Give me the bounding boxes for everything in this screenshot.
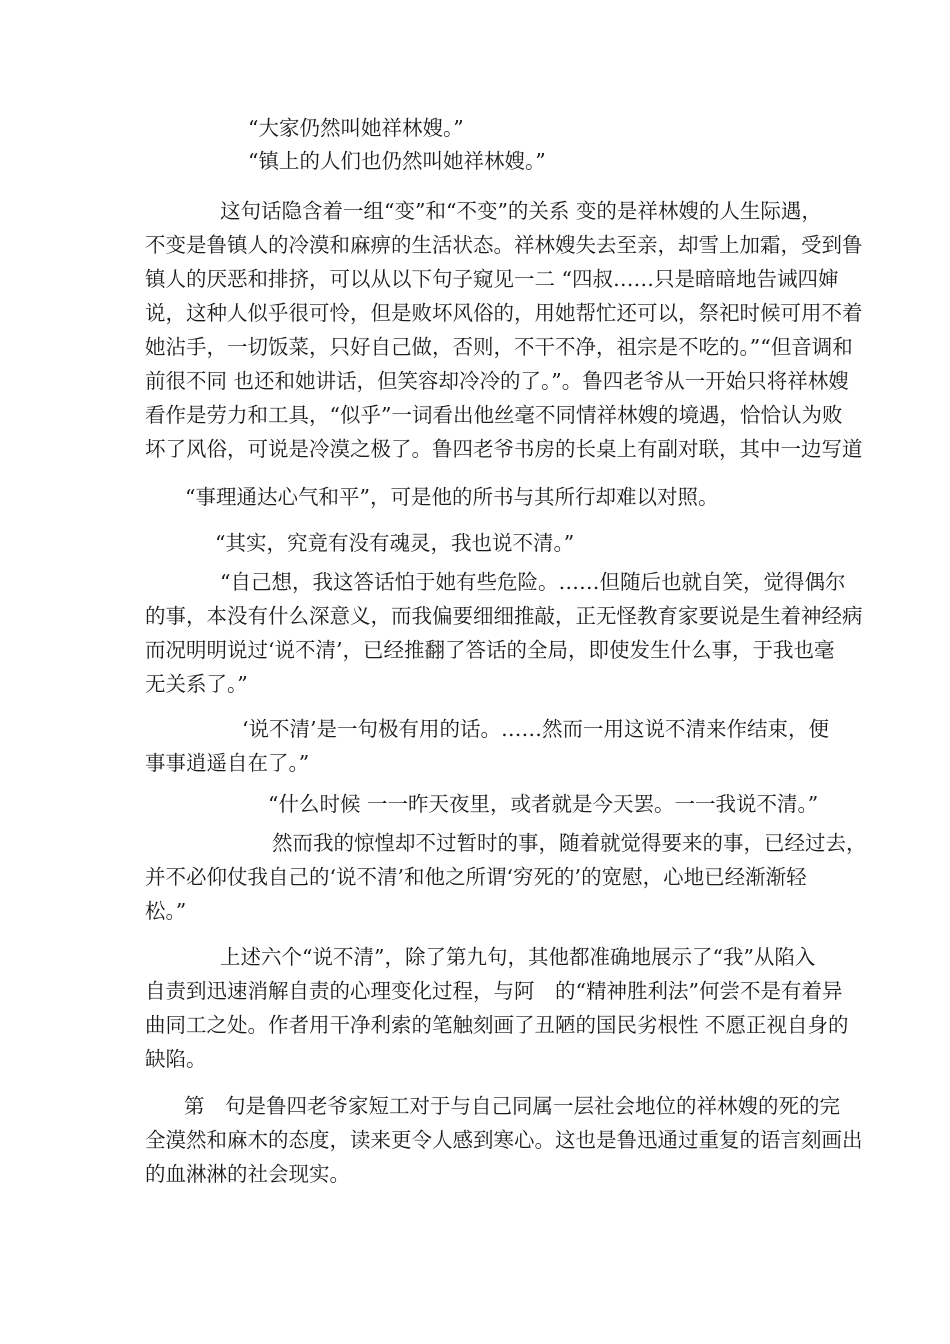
quote-line: 的事，本没有什么深意义，而我偏要细细推敲，正无怪教育家要说是生着神经病: [145, 604, 863, 628]
paragraph-line: 看作是劳力和工具，“似乎”一词看出他丝毫不同情祥林嫂的境遇，恰恰认为败: [145, 403, 843, 427]
quote-line: ‘说不清’是一句极有用的话。……然而一用这说不清来作结束，便: [242, 717, 830, 741]
quote-line: “什么时候 一一昨天夜里，或者就是今天罢。一一我说不清。”: [268, 792, 819, 816]
paragraph-line: 坏了风俗，可说是冷漠之极了。鲁四老爷书房的长桌上有副对联，其中一边写道: [145, 437, 863, 461]
quote-line: 并不必仰仗我自己的‘说不清’和他之所谓‘穷死的’的宽慰，心地已经渐渐轻: [145, 865, 807, 889]
paragraph-line: 上述六个“说不清”，除了第九句，其他都准确地展示了“我”从陷入: [220, 945, 816, 969]
paragraph-line: 的血淋淋的社会现实。: [145, 1162, 350, 1186]
quote-line: 而况明明说过‘说不清’，已经推翻了答话的全局，即使发生什么事，于我也毫: [145, 638, 835, 662]
quote-line: “大家仍然叫她祥林嫂。”: [248, 116, 464, 140]
quote-line: 松。”: [145, 899, 187, 923]
paragraph-line: 镇人的厌恶和排挤，可以从以下句子窥见一二 “四叔……只是暗暗地告诫四婶: [145, 267, 839, 291]
quote-line: 事事逍遥自在了。”: [145, 751, 310, 775]
paragraph-line: 曲同工之处。作者用干净利索的笔触刻画了丑陋的国民劣根性 不愿正视自身的: [145, 1013, 849, 1037]
paragraph-line: 这句话隐含着一组“变”和“不变”的关系 变的是祥林嫂的人生际遇，: [220, 199, 822, 223]
paragraph-line: 说，这种人似乎很可怜，但是败坏风俗的，用她帮忙还可以，祭祀时候可用不着: [145, 301, 863, 325]
paragraph-line: 前很不同 也还和她讲话，但笑容却冷冷的了。”。鲁四老爷从一开始只将祥林嫂: [145, 369, 849, 393]
quote-line: “其实，究竟有没有魂灵，我也说不清。”: [215, 531, 575, 555]
paragraph-line: 缺陷。: [145, 1047, 207, 1071]
paragraph-line: “事理通达心气和平”，可是他的所书与其所行却难以对照。: [185, 485, 719, 509]
paragraph-line: 她沾手，一切饭菜，只好自己做，否则，不干不净，祖宗是不吃的。”“但音调和: [145, 335, 853, 359]
paragraph-line: 第 句是鲁四老爷家短工对于与自己同属一层社会地位的祥林嫂的死的完: [184, 1094, 840, 1118]
quote-line: 然而我的惊惶却不过暂时的事，随着就觉得要来的事，已经过去，: [272, 831, 867, 855]
quote-line: 无关系了。”: [145, 672, 248, 696]
paragraph-line: 不变是鲁镇人的冷漠和麻痹的生活状态。祥林嫂失去至亲，却雪上加霜，受到鲁: [145, 233, 863, 257]
paragraph-line: 自责到迅速消解自责的心理变化过程，与阿 的“精神胜利法”何尝不是有着异: [145, 979, 843, 1003]
quote-line: “镇上的人们也仍然叫她祥林嫂。”: [248, 149, 546, 173]
quote-line: “自己想，我这答话怕于她有些危险。……但随后也就自笑，觉得偶尔: [220, 570, 846, 594]
paragraph-line: 全漠然和麻木的态度，读来更令人感到寒心。这也是鲁迅通过重复的语言刻画出: [145, 1128, 863, 1152]
